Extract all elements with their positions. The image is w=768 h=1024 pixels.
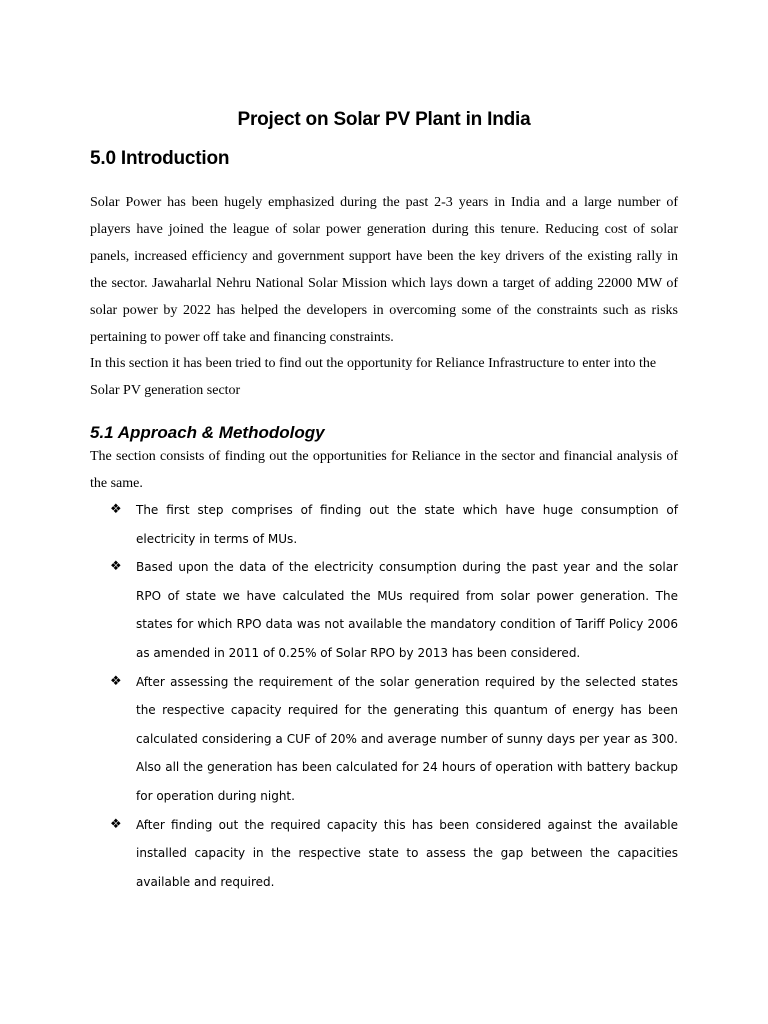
bullet-text: The first step comprises of finding out the state which have huge consumption of electricity in terms of MUs. xyxy=(136,503,678,546)
diamond-bullet-icon: ❖ xyxy=(110,816,122,832)
methodology-bullet-list xyxy=(110,496,678,896)
diamond-bullet-icon: ❖ xyxy=(110,502,122,517)
list-item xyxy=(110,668,678,811)
diamond-bullet-icon: ❖ xyxy=(110,559,122,575)
list-item xyxy=(110,553,678,667)
bullet-text: Based upon the data of the electricity consumption during the past year and the solar RPO of state we have calculated the MUs required from solar power generation. The states for which RPO data was not available the mandatory condition of Tariff Policy 2006 as amended in 2011 of 0.25% of Solar RPO by 2013 has been considered. xyxy=(136,560,678,660)
intro-paragraph-reliance: In this section it has been tried to find out the opportunity for Reliance Infrastructure to enter into the Solar PV generation sector xyxy=(90,356,657,398)
list-item xyxy=(110,811,678,897)
document-title: Project on Solar PV Plant in India xyxy=(237,109,531,130)
diamond-bullet-icon: ❖ xyxy=(110,673,122,689)
bullet-text: After assessing the requirement of the solar generation required by the selected states the respective capacity required for the generating this quantum of energy has been calculated considering a CUF of 20% and average number of sunny days per year as 300. Also all the generation has been calculated for 24 hours of operation with battery backup for operation during night. xyxy=(136,674,678,803)
bullet-text: After finding out the required capacity this has been considered against the available installed capacity in the respective state to assess the gap between the capacities available and required. xyxy=(136,817,678,889)
list-item xyxy=(110,496,678,553)
intro-paragraph: Solar Power has been hugely emphasized during the past 2-3 years in India and a large number of players have joined the league of solar power generation during this tenure. Reducing cost of solar panels, increased efficiency and government support have been the key drivers of the existing rally in the sector. Jawaharlal Nehru National Solar Mission which lays down a target of adding 22000 MW of solar power by 2022 has helped the developers in overcoming some of the constraints such as risks pertaining to power off take and financing constraints. xyxy=(90,195,678,345)
section-heading-approach: 5.1 Approach & Methodology xyxy=(90,423,325,442)
approach-paragraph: The section consists of finding out the opportunities for Reliance in the sector and financial analysis of the same. xyxy=(90,449,678,491)
section-heading-introduction: 5.0 Introduction xyxy=(90,148,230,169)
